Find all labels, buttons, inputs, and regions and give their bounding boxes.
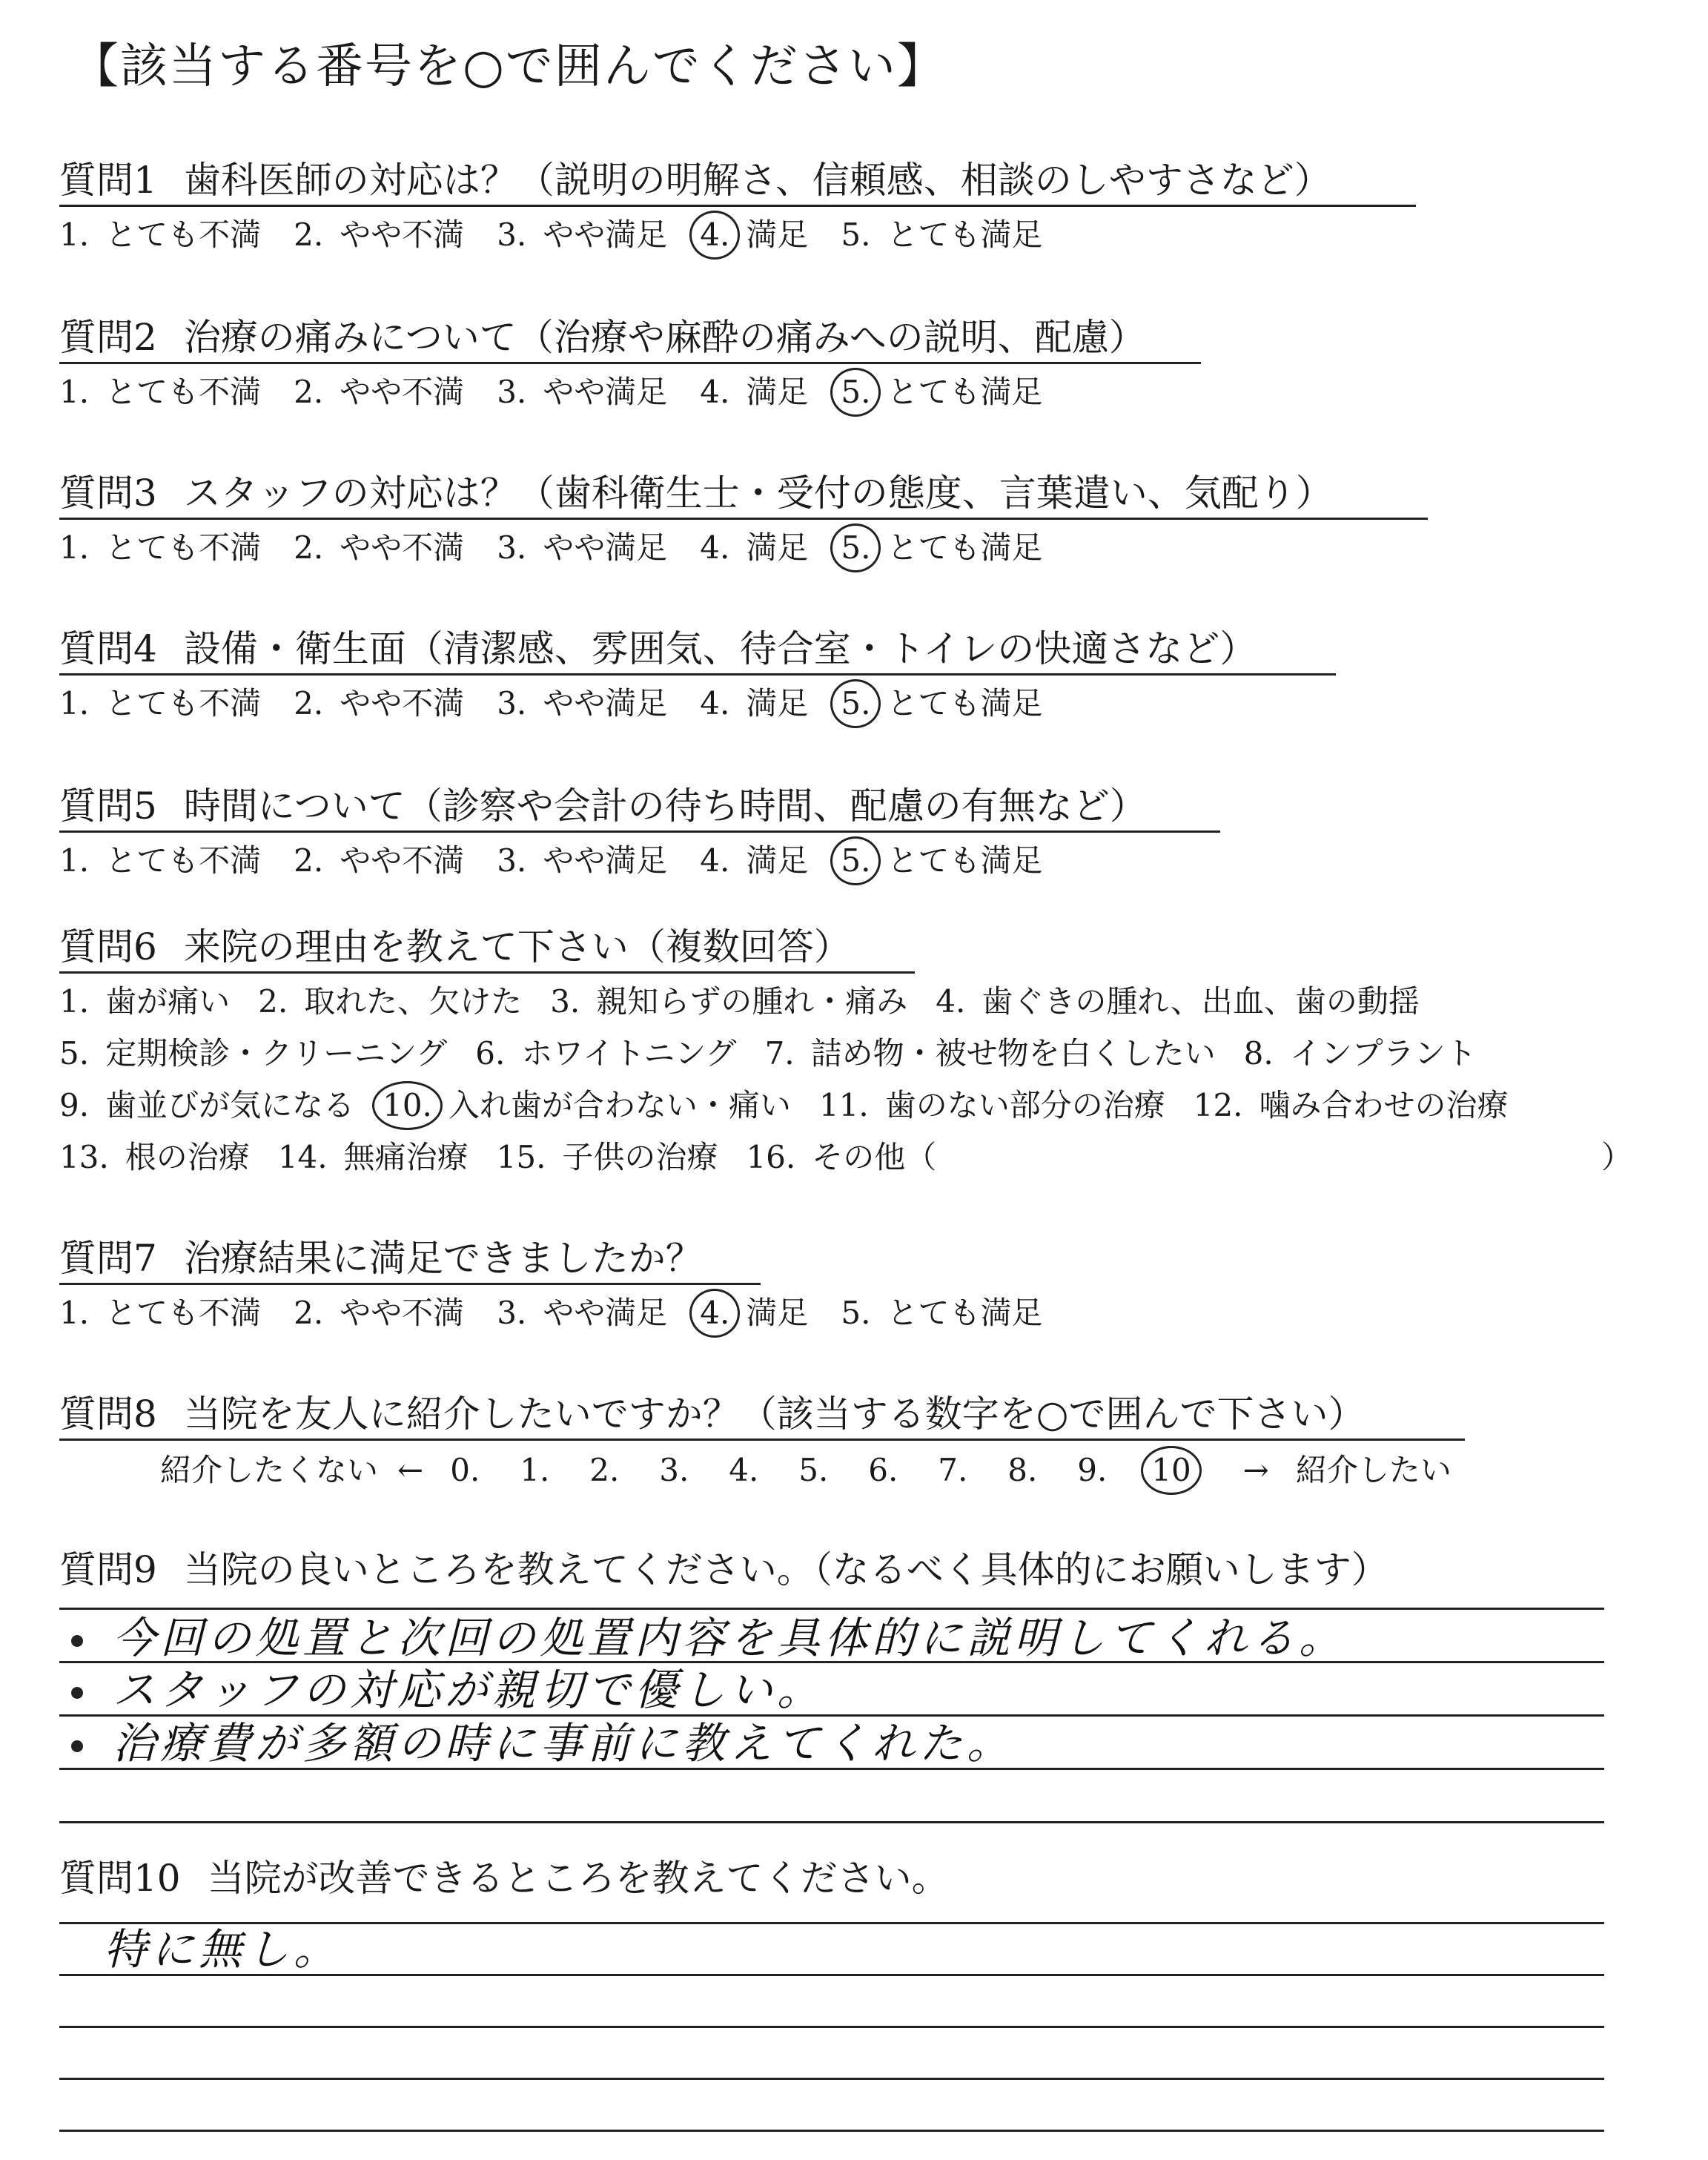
circled-option-number: 4. (700, 1295, 730, 1331)
option-label: とても不満 (105, 529, 262, 566)
option-number: 8. (1243, 1035, 1274, 1071)
option-item[interactable] (841, 1295, 1043, 1331)
circled-option-number: 10. (383, 1087, 432, 1123)
option-label: とても満足 (887, 842, 1043, 879)
option-number: 4. (700, 529, 730, 566)
circled-option-number: 5. (841, 842, 871, 879)
question-3-underline (59, 518, 1428, 520)
option-number: 13. (59, 1139, 109, 1175)
option-label: 満足 (746, 529, 809, 566)
question-text: 当院が改善できるところを教えてください。 (207, 1857, 949, 1900)
question-6-heading (59, 925, 851, 968)
question-number: 質問6 (59, 925, 157, 968)
option-item[interactable] (1193, 1087, 1509, 1123)
question-text: スタッフの対応は？（歯科衛生士・受付の態度、言葉遣い、気配り） (183, 472, 1333, 515)
option-item[interactable] (496, 1139, 718, 1175)
option-number: 6. (475, 1035, 506, 1071)
option-number: 16. (746, 1139, 796, 1175)
option-item[interactable] (936, 983, 1420, 1020)
option-row (59, 1035, 1505, 1071)
scale-number[interactable]: 9. (1077, 1452, 1108, 1488)
question-text: 時間について（診察や会計の待ち時間、配慮の有無など） (183, 785, 1147, 828)
option-number: 1. (59, 983, 90, 1020)
option-number: 4. (700, 842, 730, 879)
option-number: 14. (277, 1139, 328, 1175)
answer-line (59, 2078, 1604, 2080)
option-item[interactable] (294, 219, 464, 251)
option-number: 4. (700, 685, 730, 721)
option-number: 2. (294, 529, 324, 566)
handwritten-answer: 治療費が多額の時に事前に教えてくれた。 (71, 1722, 1014, 1765)
answer-line (59, 2130, 1604, 2132)
question-text: 歯科医師の対応は？（説明の明解さ、信頼感、相談のしやすさなど） (183, 159, 1331, 202)
option-label: やや不満 (340, 685, 465, 721)
question-number: 質問7 (59, 1237, 157, 1280)
question-3-heading (59, 472, 1333, 515)
question-text: 来院の理由を教えて下さい（複数回答） (183, 925, 851, 968)
option-item[interactable] (294, 685, 465, 721)
question-text: 当院の良いところを教えてください。（なるべく具体的にお願いします） (183, 1548, 1388, 1591)
option-number: 3. (497, 217, 527, 253)
question-number: 質問4 (59, 627, 157, 670)
option-item[interactable] (383, 1087, 791, 1123)
option-label: インプラント (1289, 1035, 1477, 1071)
option-number: 1. (59, 842, 90, 879)
option-number: 5. (59, 1035, 90, 1071)
question-5-underline (59, 830, 1220, 833)
option-number: 1. (59, 1295, 90, 1331)
option-label: 満足 (746, 217, 809, 253)
question-5-heading (59, 785, 1147, 828)
option-label: 入れ歯が合わない・痛い (448, 1087, 791, 1123)
question-7-options (59, 1295, 1075, 1331)
option-row (59, 983, 1448, 1020)
scale-number[interactable]: 5. (798, 1452, 829, 1488)
question-1-heading (59, 159, 1331, 202)
option-label: とても満足 (887, 529, 1043, 566)
option-label: とても満足 (887, 1295, 1043, 1331)
question-number: 質問8 (59, 1393, 157, 1436)
question-text: 当院を友人に紹介したいですか？（該当する数字を○で囲んで下さい） (183, 1393, 1366, 1436)
option-item[interactable] (258, 983, 523, 1020)
question-text: 治療結果に満足できましたか？ (183, 1237, 703, 1280)
option-label: やや不満 (340, 842, 465, 879)
scale-number[interactable]: 4. (729, 1452, 759, 1488)
option-item[interactable] (550, 983, 908, 1020)
option-label: 定期検診・クリーニング (105, 1035, 448, 1071)
option-label: その他（ (812, 1139, 937, 1175)
option-item[interactable] (841, 529, 1043, 566)
option-number: 3. (550, 983, 580, 1020)
option-label: 取れた、欠けた (304, 983, 523, 1020)
option-number: 1. (59, 374, 90, 410)
option-item[interactable] (59, 1087, 355, 1123)
option-label: とても満足 (887, 217, 1043, 253)
option-label: 歯が痛い (105, 983, 231, 1020)
option-item[interactable] (700, 1295, 809, 1331)
question-number: 質問2 (59, 316, 157, 359)
question-number: 質問10 (59, 1857, 181, 1900)
close-paren: ） (1601, 1139, 1633, 1175)
option-number: 9. (59, 1087, 90, 1123)
option-label: とても不満 (105, 685, 262, 721)
circled-option-number: 5. (841, 685, 871, 721)
option-item[interactable] (497, 374, 668, 410)
circled-option-number: 4. (700, 217, 730, 253)
option-item[interactable] (59, 1139, 250, 1175)
option-label: 無痛治療 (343, 1139, 469, 1175)
option-number: 5. (841, 217, 871, 253)
option-item[interactable] (841, 842, 1043, 879)
question-3-options (59, 529, 1075, 566)
question-8-underline (59, 1439, 1465, 1441)
page-title: 【該当する番号を○で囲んでください】 (71, 39, 946, 94)
option-item[interactable] (700, 842, 809, 879)
option-label: やや満足 (543, 217, 668, 253)
left-arrow-icon: ← (397, 1452, 424, 1488)
option-label: 満足 (746, 374, 809, 410)
option-label: やや満足 (543, 685, 668, 721)
option-number: 3. (497, 529, 527, 566)
question-10-heading (59, 1857, 949, 1900)
handwritten-answer: 特に無し。 (104, 1924, 342, 1975)
question-6-underline (59, 971, 915, 974)
option-label: 満足 (746, 842, 809, 879)
option-number: 3. (497, 842, 527, 879)
scale-number[interactable]: 1. (520, 1452, 550, 1488)
option-item[interactable] (746, 1139, 937, 1175)
option-item[interactable] (1243, 1035, 1477, 1071)
circled-option-number: 5. (841, 374, 871, 410)
option-item[interactable] (841, 219, 1042, 251)
option-item[interactable] (59, 1295, 262, 1331)
option-label: 歯ぐきの腫れ、出血、歯の動揺 (982, 983, 1420, 1020)
scale-right-label: 紹介したい (1295, 1452, 1452, 1488)
option-label: 歯並びが気になる (105, 1087, 355, 1123)
option-item[interactable] (59, 685, 262, 721)
option-item[interactable] (497, 219, 667, 251)
circled-scale-number[interactable]: 10 (1151, 1452, 1191, 1488)
option-item[interactable] (59, 983, 231, 1020)
question-number: 質問3 (59, 472, 157, 515)
option-number: 7. (764, 1035, 795, 1071)
option-item[interactable] (294, 1295, 465, 1331)
question-number: 質問1 (59, 159, 157, 202)
option-number: 2. (294, 842, 324, 879)
scale-number[interactable]: 0. (450, 1452, 480, 1488)
option-item[interactable] (700, 529, 809, 566)
right-arrow-icon: → (1242, 1452, 1269, 1488)
scale-number[interactable]: 2. (589, 1452, 620, 1488)
question-1-options (59, 219, 1075, 251)
question-number: 質問5 (59, 785, 157, 828)
circled-option-number: 5. (841, 529, 871, 566)
question-text: 設備・衛生面（清潔感、雰囲気、待合室・トイレの快適さなど） (183, 627, 1257, 670)
answer-line (59, 2026, 1604, 2028)
option-label: とても満足 (887, 374, 1043, 410)
handwritten-answer: 今回の処置と次回の処置内容を具体的に説明してくれる。 (71, 1616, 1346, 1659)
question-5-options (59, 842, 1075, 879)
option-label: とても不満 (105, 217, 262, 253)
option-number: 4. (700, 374, 730, 410)
bullet-icon (71, 1740, 83, 1752)
option-number: 2. (294, 685, 324, 721)
option-label: やや不満 (340, 217, 465, 253)
option-row (59, 1139, 1633, 1175)
question-7-underline (59, 1283, 761, 1285)
handwritten-answer: スタッフの対応が親切で優しい。 (71, 1668, 824, 1711)
option-item[interactable] (841, 374, 1043, 410)
option-label: やや不満 (340, 529, 465, 566)
option-label: 根の治療 (125, 1139, 250, 1175)
scale-number[interactable]: 7. (938, 1452, 968, 1488)
option-item[interactable] (764, 1035, 1216, 1071)
option-number: 1. (59, 529, 90, 566)
option-label: やや満足 (543, 1295, 668, 1331)
option-item[interactable] (700, 374, 809, 410)
recommend-scale (160, 1452, 1452, 1488)
option-label: やや満足 (543, 374, 668, 410)
answer-line (59, 1608, 1604, 1610)
question-9-heading (59, 1548, 1388, 1591)
option-label: 歯のない部分の治療 (884, 1087, 1165, 1123)
option-item[interactable] (59, 374, 262, 410)
option-label: とても不満 (105, 842, 262, 879)
option-number: 3. (497, 374, 527, 410)
question-8-heading (59, 1393, 1366, 1436)
option-number: 1. (59, 217, 90, 253)
option-item[interactable] (59, 1035, 448, 1071)
option-number: 2. (294, 217, 324, 253)
question-4-options (59, 685, 1075, 721)
question-7-heading (59, 1237, 703, 1280)
option-item[interactable] (294, 842, 465, 879)
option-label: やや不満 (340, 374, 465, 410)
option-number: 1. (59, 685, 90, 721)
option-label: 親知らずの腫れ・痛み (596, 983, 908, 1020)
option-number: 2. (294, 1295, 324, 1331)
option-label: とても満足 (887, 685, 1043, 721)
option-label: ホワイトニング (521, 1035, 737, 1071)
option-label: 子供の治療 (562, 1139, 718, 1175)
scale-number[interactable]: 8. (1007, 1452, 1038, 1488)
question-4-underline (59, 673, 1336, 676)
scale-left-label: 紹介したくない (160, 1452, 379, 1488)
option-item[interactable] (59, 219, 261, 251)
scale-number[interactable]: 6. (868, 1452, 898, 1488)
option-label: 満足 (746, 685, 809, 721)
question-2-underline (59, 362, 1201, 364)
option-number: 3. (497, 1295, 527, 1331)
question-2-options (59, 374, 1075, 410)
option-item[interactable] (700, 219, 808, 251)
option-item[interactable] (59, 842, 262, 879)
option-item[interactable] (700, 685, 809, 721)
option-item[interactable] (59, 529, 262, 566)
bullet-icon (71, 1635, 83, 1647)
option-number: 5. (841, 1295, 871, 1331)
option-item[interactable] (294, 529, 465, 566)
option-item[interactable] (497, 685, 668, 721)
option-label: 詰め物・被せ物を白くしたい (810, 1035, 1216, 1071)
bullet-icon (71, 1687, 83, 1699)
scale-number[interactable]: 3. (659, 1452, 689, 1488)
answer-line (59, 1821, 1604, 1823)
question-2-heading (59, 316, 1146, 359)
option-number: 15. (496, 1139, 546, 1175)
option-label: やや満足 (543, 529, 668, 566)
option-row (59, 1087, 1537, 1123)
option-item[interactable] (294, 374, 465, 410)
option-number: 2. (258, 983, 288, 1020)
option-number: 3. (497, 685, 527, 721)
option-label: 満足 (746, 1295, 809, 1331)
option-item[interactable] (818, 1087, 1165, 1123)
option-item[interactable] (475, 1035, 737, 1071)
question-4-heading (59, 627, 1257, 670)
question-1-underline (59, 205, 1416, 207)
option-number: 12. (1193, 1087, 1243, 1123)
option-label: とても不満 (105, 1295, 262, 1331)
option-item[interactable] (841, 685, 1043, 721)
question-text: 治療の痛みについて（治療や麻酔の痛みへの説明、配慮） (183, 316, 1146, 359)
option-number: 11. (818, 1087, 869, 1123)
option-label: やや不満 (340, 1295, 465, 1331)
option-number: 4. (936, 983, 966, 1020)
option-label: 噛み合わせの治療 (1259, 1087, 1509, 1123)
option-label: とても不満 (105, 374, 262, 410)
option-item[interactable] (497, 842, 668, 879)
option-item[interactable] (277, 1139, 469, 1175)
option-number: 2. (294, 374, 324, 410)
option-label: やや満足 (543, 842, 668, 879)
option-item[interactable] (497, 529, 668, 566)
option-item[interactable] (497, 1295, 668, 1331)
question-number: 質問9 (59, 1548, 157, 1591)
